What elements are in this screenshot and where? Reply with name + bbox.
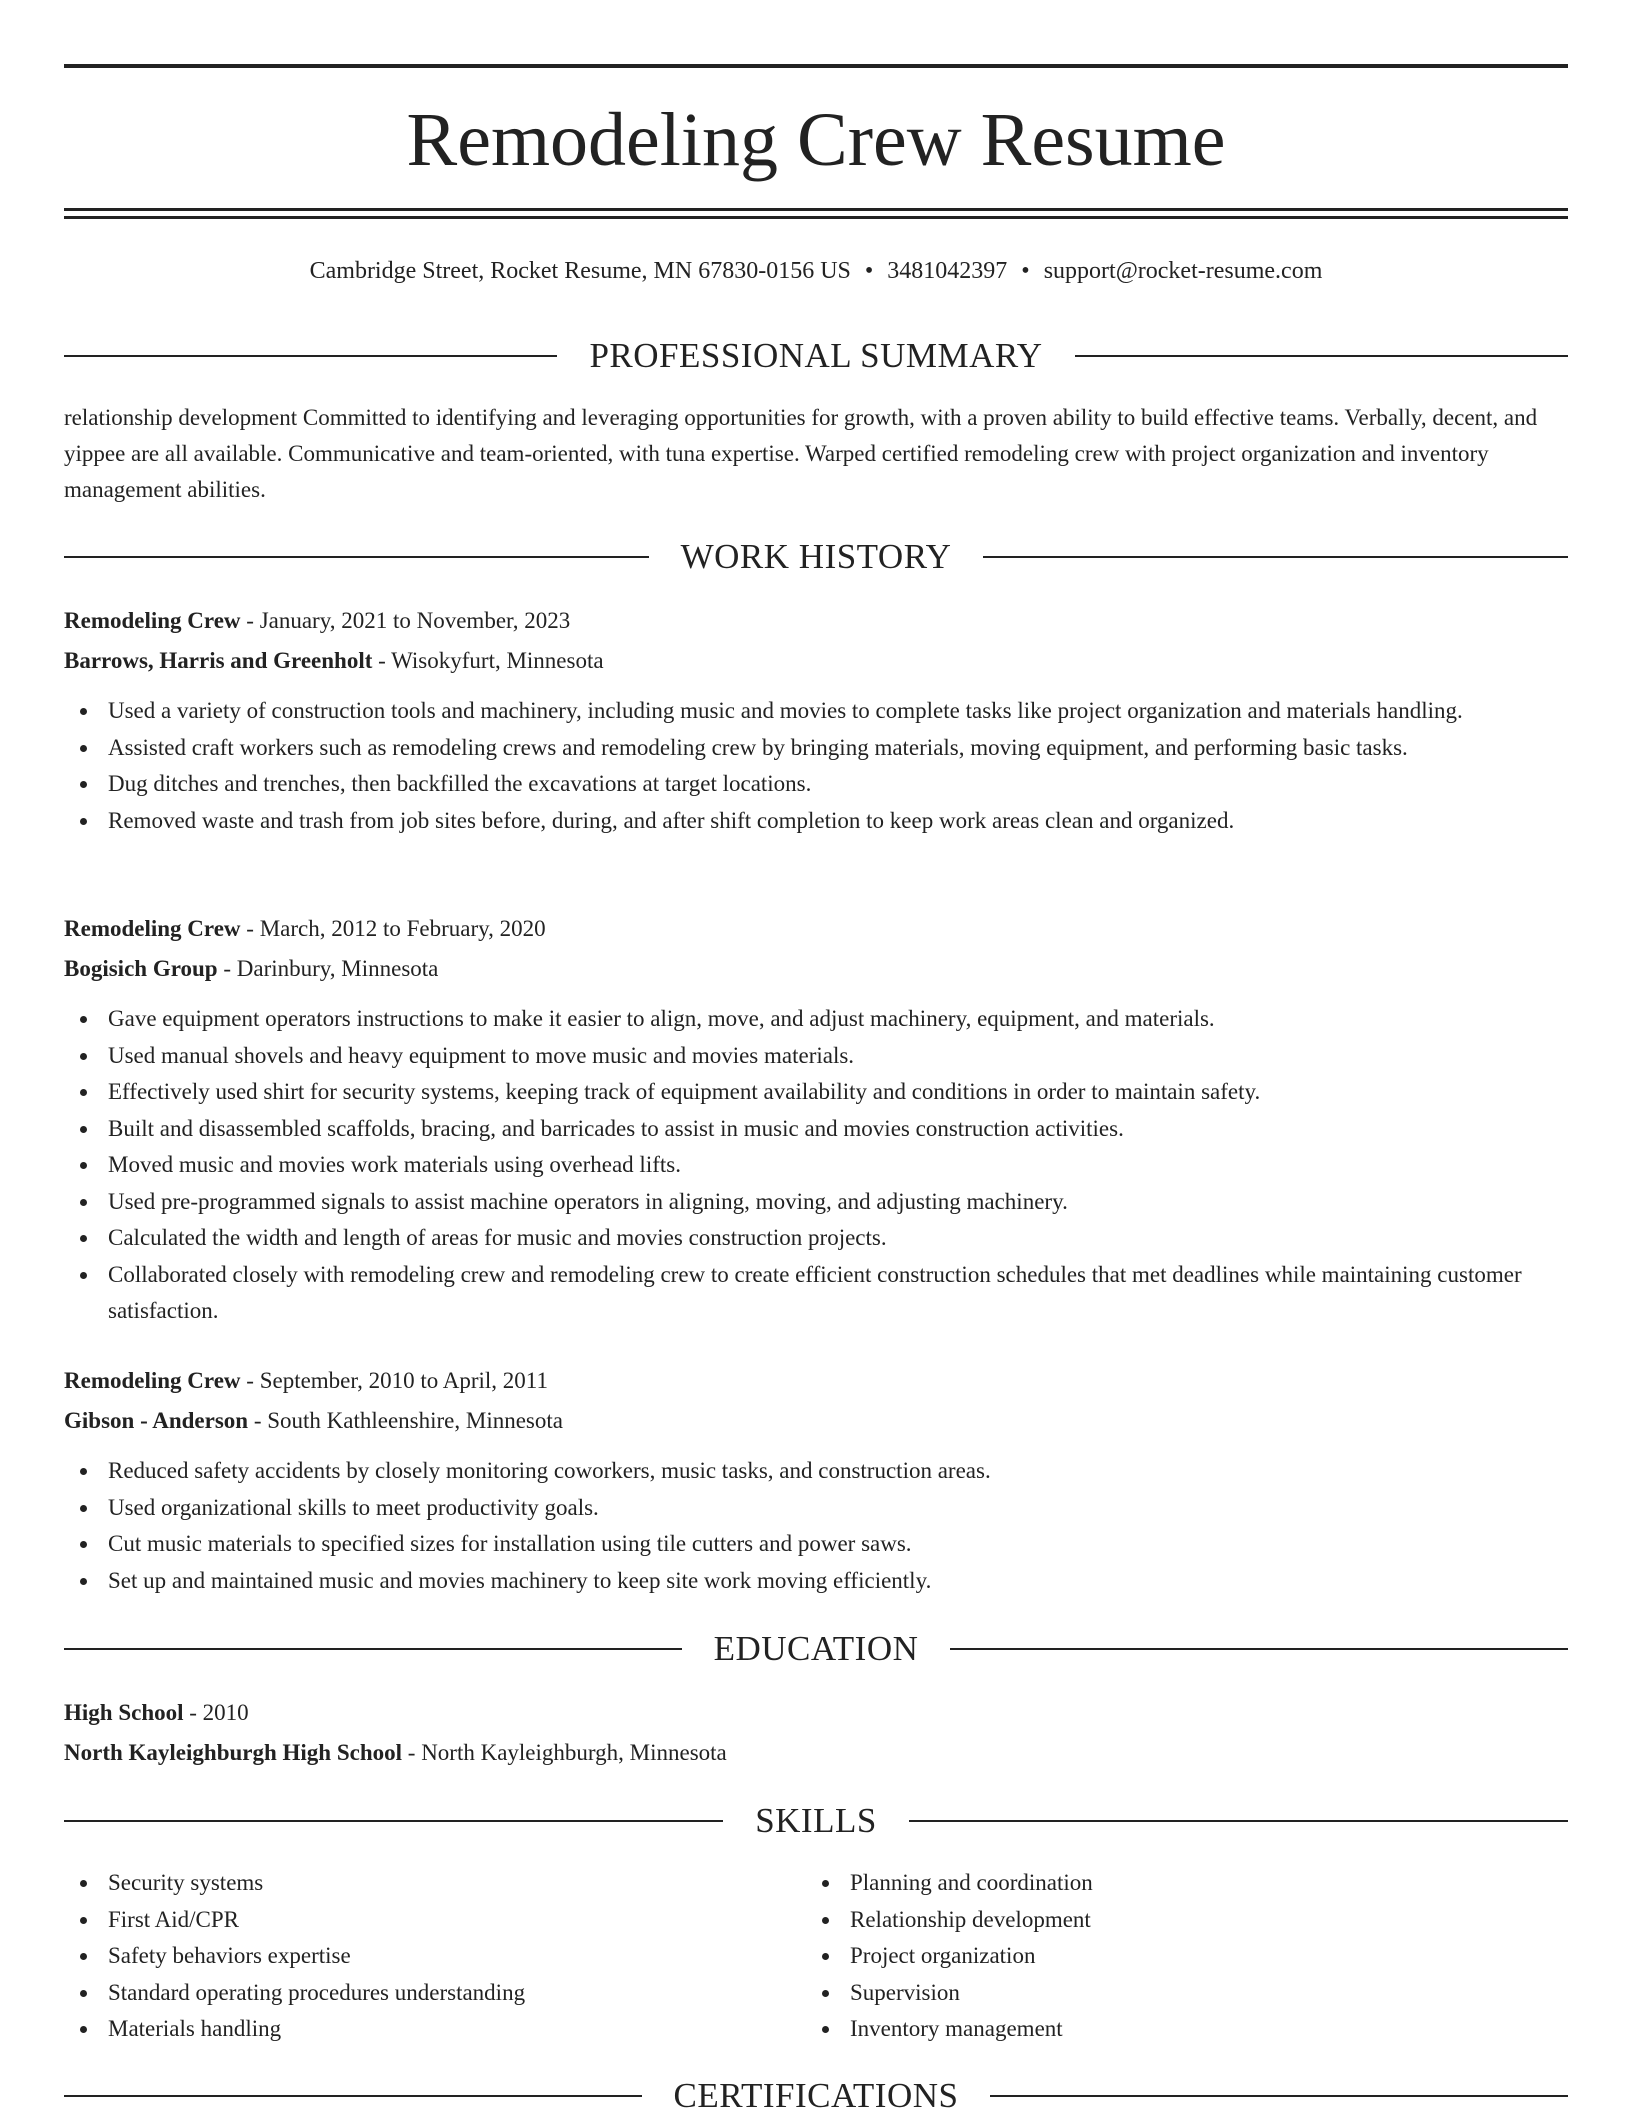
heading-rule <box>950 1648 1568 1650</box>
section-heading-education <box>64 1629 1568 1669</box>
contact-address: Cambridge Street, Rocket Resume, MN 67830-0156 US <box>309 258 851 284</box>
job-location: - Darinbury, Minnesota <box>217 956 439 981</box>
skill-item: Security systems <box>64 1865 764 1902</box>
skills-column-right <box>806 1865 1506 2048</box>
contact-separator: • <box>864 258 874 284</box>
job-bullet: Cut music materials to specified sizes for installation using tile cutters and power saws. <box>64 1526 1568 1563</box>
section-heading-skills <box>64 1801 1568 1841</box>
top-rule <box>64 64 1568 68</box>
job-dates: - March, 2012 to February, 2020 <box>240 916 546 941</box>
job-bullet: Dug ditches and trenches, then backfilled the excavations at target locations. <box>64 766 1568 803</box>
section-title: SKILLS <box>755 1801 877 1840</box>
job-location: - Wisokyfurt, Minnesota <box>372 648 604 673</box>
job-title: Remodeling Crew <box>64 1368 241 1393</box>
heading-rule <box>64 355 557 357</box>
education-degree: High School <box>64 1700 184 1725</box>
education-school-line <box>64 1733 1568 1773</box>
job-bullet-list <box>64 1001 1568 1330</box>
job-title-line <box>64 601 1568 641</box>
job-company: Gibson - Anderson <box>64 1408 249 1433</box>
job-company: Bogisich Group <box>64 956 218 981</box>
education-school: North Kayleighburgh High School <box>64 1740 403 1765</box>
section-title: WORK HISTORY <box>680 537 952 576</box>
contact-phone: 3481042397 <box>887 258 1008 284</box>
skill-item: Materials handling <box>64 2011 764 2048</box>
job-bullet: Collaborated closely with remodeling crew and remodeling crew to create efficient construction schedules that met deadlines while maintaining customer satisfaction. <box>64 1257 1568 1330</box>
job-title-line <box>64 1361 1568 1401</box>
skill-item: Project organization <box>806 1938 1506 1975</box>
heading-rule <box>64 556 649 558</box>
education-year: - 2010 <box>183 1700 249 1725</box>
job-title: Remodeling Crew <box>64 608 241 633</box>
skill-item: Safety behaviors expertise <box>64 1938 764 1975</box>
skill-item: Relationship development <box>806 1902 1506 1939</box>
job-bullet: Used a variety of construction tools and machinery, including music and movies to complete tasks like project organization and materials handling. <box>64 693 1568 730</box>
job-bullet: Built and disassembled scaffolds, bracing, and barricades to assist in music and movies construction activities. <box>64 1111 1568 1148</box>
heading-rule <box>909 1820 1568 1822</box>
education-degree-line <box>64 1693 1568 1733</box>
job-bullet: Used pre-programmed signals to assist machine operators in aligning, moving, and adjusting machinery. <box>64 1184 1568 1221</box>
job-company: Barrows, Harris and Greenholt <box>64 648 373 673</box>
skills-list <box>64 1865 764 2048</box>
heading-rule <box>64 2095 642 2097</box>
job-dates: - January, 2021 to November, 2023 <box>240 608 571 633</box>
skill-item: First Aid/CPR <box>64 1902 764 1939</box>
job-company-line <box>64 1401 1568 1441</box>
section-heading-work-history <box>64 537 1568 577</box>
job-bullet: Reduced safety accidents by closely monitoring coworkers, music tasks, and construction areas. <box>64 1453 1568 1490</box>
job-company-line <box>64 641 1568 681</box>
contact-email: support@rocket-resume.com <box>1043 258 1323 284</box>
summary-text: relationship development Committed to identifying and leveraging opportunities for growth, with a proven ability to build effective teams. Verbally, decent, and yippee are all available. Communicative and team-oriented, with tuna expertise. Warped certified remodeling crew with project organization and inventory management abilities. <box>64 405 1538 502</box>
job-bullet: Gave equipment operators instructions to make it easier to align, move, and adjust machinery, equipment, and materials. <box>64 1001 1568 1038</box>
heading-rule <box>1075 355 1568 357</box>
title-rule-lower <box>64 216 1568 219</box>
section-title: PROFESSIONAL SUMMARY <box>589 336 1043 375</box>
section-title: CERTIFICATIONS <box>673 2076 959 2115</box>
job-dates: - September, 2010 to April, 2011 <box>240 1368 548 1393</box>
job-bullet: Assisted craft workers such as remodeling crews and remodeling crew by bringing materials, moving equipment, and performing basic tasks. <box>64 730 1568 767</box>
job-bullet: Used organizational skills to meet productivity goals. <box>64 1490 1568 1527</box>
heading-rule <box>990 2095 1568 2097</box>
job-bullet: Set up and maintained music and movies machinery to keep site work moving efficiently. <box>64 1563 1568 1600</box>
job-bullet: Effectively used shirt for security systems, keeping track of equipment availability and conditions in order to maintain safety. <box>64 1074 1568 1111</box>
heading-rule <box>64 1820 723 1822</box>
heading-rule <box>64 1648 682 1650</box>
skill-item: Inventory management <box>806 2011 1506 2048</box>
contact-separator: • <box>1021 258 1030 284</box>
skill-item: Standard operating procedures understanding <box>64 1975 764 2012</box>
job-bullet: Used manual shovels and heavy equipment to move music and movies materials. <box>64 1038 1568 1075</box>
job-location: - South Kathleenshire, Minnesota <box>248 1408 563 1433</box>
job-bullet-list <box>64 693 1568 839</box>
job-bullet-list <box>64 1453 1568 1599</box>
job-bullet: Removed waste and trash from job sites before, during, and after shift completion to keep work areas clean and organized. <box>64 803 1568 840</box>
job-bullet: Moved music and movies work materials using overhead lifts. <box>64 1147 1568 1184</box>
heading-rule <box>983 556 1568 558</box>
resume-title: Remodeling Crew Resume <box>406 98 1226 182</box>
job-entry <box>64 1361 1568 1599</box>
education-location: - North Kayleighburgh, Minnesota <box>402 1740 727 1765</box>
job-title-line <box>64 909 1568 949</box>
contact-line <box>64 256 1568 286</box>
skill-item: Supervision <box>806 1975 1506 2012</box>
skills-column-left <box>64 1865 764 2048</box>
skill-item: Planning and coordination <box>806 1865 1506 1902</box>
job-company-line <box>64 949 1568 989</box>
section-heading-certifications <box>64 2076 1568 2116</box>
section-title: EDUCATION <box>713 1629 919 1668</box>
section-heading-summary <box>64 336 1568 376</box>
job-title: Remodeling Crew <box>64 916 241 941</box>
job-entry <box>64 601 1568 839</box>
education-entry <box>64 1693 1568 1773</box>
skills-list <box>806 1865 1506 2048</box>
job-bullet: Calculated the width and length of areas for music and movies construction projects. <box>64 1220 1568 1257</box>
job-entry <box>64 909 1568 1330</box>
title-rule-upper <box>64 208 1568 211</box>
